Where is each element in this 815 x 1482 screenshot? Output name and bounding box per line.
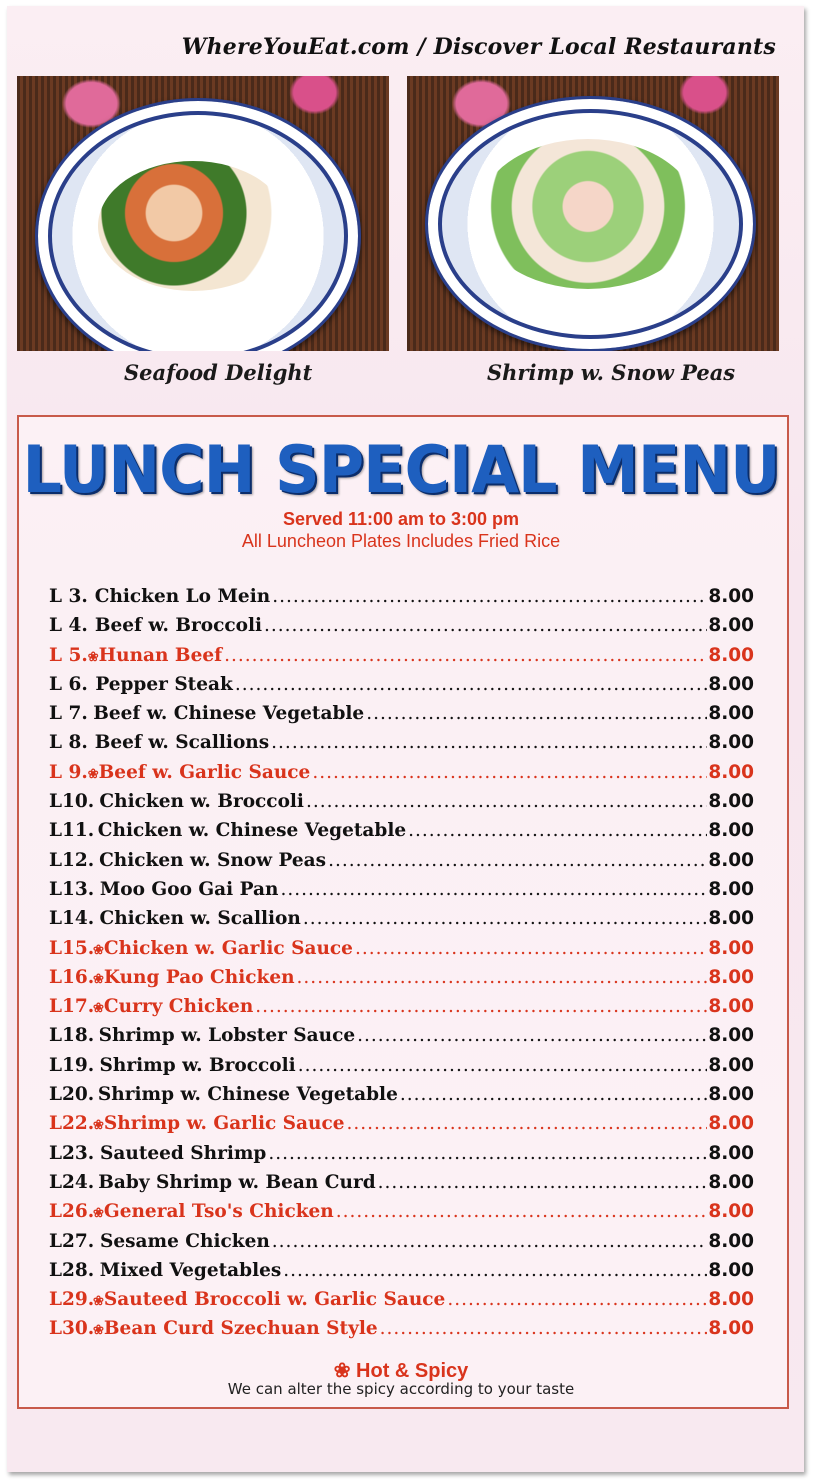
pepper-icon: ❀ bbox=[93, 1118, 104, 1134]
menu-item bbox=[49, 703, 754, 732]
item-price: 8.00 bbox=[708, 673, 754, 695]
item-name: Chicken w. Garlic Sauce bbox=[103, 937, 353, 959]
menu-item bbox=[49, 938, 754, 967]
dot-leader bbox=[400, 1084, 707, 1105]
menu-item bbox=[49, 879, 754, 908]
item-name: Kung Pao Chicken bbox=[103, 966, 295, 988]
item-code: L 3. bbox=[49, 586, 88, 607]
item-price: 8.00 bbox=[708, 1113, 754, 1135]
dot-leader bbox=[268, 1143, 707, 1164]
menu-item bbox=[49, 1084, 754, 1113]
menu-page bbox=[7, 6, 804, 1472]
dot-leader bbox=[298, 1055, 708, 1076]
menu-item bbox=[49, 645, 754, 674]
pepper-icon: ❀ bbox=[93, 1294, 104, 1310]
menu-item bbox=[49, 1260, 754, 1289]
photo-caption: Seafood Delight bbox=[124, 360, 313, 385]
dot-leader bbox=[224, 645, 707, 666]
item-code: L30. bbox=[49, 1318, 95, 1340]
item-name: Shrimp w. Lobster Sauce bbox=[98, 1025, 356, 1047]
item-name: Beef w. Broccoli bbox=[94, 615, 263, 637]
dot-leader bbox=[264, 615, 707, 636]
menu-item bbox=[49, 820, 754, 849]
item-price: 8.00 bbox=[708, 615, 754, 637]
item-price: 8.00 bbox=[708, 1025, 754, 1047]
item-name: Baby Shrimp w. Bean Curd bbox=[98, 1171, 376, 1193]
item-name: Sesame Chicken bbox=[99, 1230, 270, 1252]
dot-leader bbox=[336, 1201, 708, 1222]
menu-item bbox=[49, 908, 754, 937]
plate-image bbox=[425, 96, 756, 351]
item-price: 8.00 bbox=[708, 1230, 754, 1252]
menu-item bbox=[49, 732, 754, 761]
photo-shrimp-snow-peas bbox=[407, 76, 779, 351]
item-code: L23. bbox=[49, 1142, 95, 1164]
item-name: Beef w. Garlic Sauce bbox=[98, 761, 311, 783]
menu-item bbox=[49, 586, 754, 615]
item-price: 8.00 bbox=[708, 644, 754, 666]
item-code: L 6. bbox=[49, 673, 88, 695]
item-name: Moo Goo Gai Pan bbox=[99, 878, 279, 900]
dot-leader bbox=[357, 1025, 707, 1046]
dot-leader bbox=[272, 1231, 708, 1252]
menu-item bbox=[49, 967, 754, 996]
pepper-icon: ❀ bbox=[87, 649, 99, 665]
item-code: L29. bbox=[49, 1289, 95, 1311]
item-price: 8.00 bbox=[708, 1318, 754, 1340]
item-name: Beef w. Chinese Vegetable bbox=[93, 703, 365, 725]
dot-leader bbox=[378, 1172, 708, 1193]
item-price: 8.00 bbox=[708, 1171, 754, 1193]
pepper-icon: ❀ bbox=[87, 766, 99, 782]
item-price: 8.00 bbox=[708, 996, 754, 1018]
pepper-icon: ❀ bbox=[93, 1323, 104, 1339]
item-code: L 4. bbox=[49, 615, 88, 637]
item-price: 8.00 bbox=[708, 791, 754, 813]
spicy-legend-label: Hot & Spicy bbox=[356, 1360, 469, 1382]
item-price: 8.00 bbox=[708, 1084, 754, 1106]
item-code: L16. bbox=[49, 966, 95, 988]
item-name: Sauteed Shrimp bbox=[100, 1142, 267, 1164]
item-name: Beef w. Scallions bbox=[94, 732, 270, 754]
item-price: 8.00 bbox=[708, 586, 754, 607]
dot-leader bbox=[380, 1318, 708, 1339]
item-name: General Tso's Chicken bbox=[103, 1201, 334, 1223]
photo-caption: Shrimp w. Snow Peas bbox=[487, 360, 736, 385]
dot-leader bbox=[255, 996, 707, 1017]
item-code: L20. bbox=[49, 1084, 95, 1106]
item-name: Chicken w. Broccoli bbox=[99, 791, 304, 813]
item-code: L14. bbox=[49, 908, 95, 930]
item-price: 8.00 bbox=[708, 703, 754, 725]
photo-seafood-delight bbox=[17, 76, 389, 351]
menu-item bbox=[49, 1289, 754, 1318]
item-price: 8.00 bbox=[708, 732, 754, 754]
dot-leader bbox=[303, 908, 707, 929]
item-name: Mixed Vegetables bbox=[99, 1259, 282, 1281]
pepper-icon: ❀ bbox=[93, 971, 104, 987]
item-name: Chicken w. Chinese Vegetable bbox=[97, 820, 407, 842]
dot-leader bbox=[408, 820, 707, 841]
dot-leader bbox=[271, 732, 707, 753]
menu-item bbox=[49, 762, 754, 791]
item-price: 8.00 bbox=[708, 1142, 754, 1164]
item-name: Sauteed Broccoli w. Garlic Sauce bbox=[103, 1289, 446, 1311]
item-name: Chicken Lo Mein bbox=[94, 586, 271, 607]
menu-item bbox=[49, 1055, 754, 1084]
menu-item bbox=[49, 1231, 754, 1260]
dot-leader bbox=[306, 791, 707, 812]
served-hours: Served 11:00 am to 3:00 pm bbox=[282, 509, 520, 529]
item-price: 8.00 bbox=[708, 937, 754, 959]
pepper-icon: ❀ bbox=[93, 1001, 104, 1017]
item-name: Chicken w. Scallion bbox=[99, 908, 301, 930]
item-code: L27. bbox=[49, 1230, 95, 1252]
item-price: 8.00 bbox=[708, 908, 754, 930]
menu-item-list bbox=[49, 586, 754, 1348]
dot-leader bbox=[283, 1260, 707, 1281]
pepper-icon: ❀ bbox=[333, 1360, 351, 1382]
item-code: L 7. bbox=[49, 703, 88, 725]
item-code: L13. bbox=[49, 878, 95, 900]
dot-leader bbox=[355, 938, 707, 959]
item-price: 8.00 bbox=[708, 761, 754, 783]
item-price: 8.00 bbox=[708, 966, 754, 988]
item-name: Pepper Steak bbox=[95, 673, 233, 695]
item-price: 8.00 bbox=[708, 1054, 754, 1076]
item-code: L22. bbox=[49, 1113, 95, 1135]
includes-note: All Luncheon Plates Includes Fried Rice bbox=[241, 531, 561, 551]
item-code: L10. bbox=[49, 791, 95, 813]
menu-item bbox=[49, 1201, 754, 1230]
item-price: 8.00 bbox=[708, 878, 754, 900]
menu-item bbox=[49, 674, 754, 703]
menu-title: LUNCH SPECIAL MENU bbox=[22, 431, 780, 508]
item-price: 8.00 bbox=[708, 1201, 754, 1223]
item-code: L 5. bbox=[49, 644, 88, 666]
item-price: 8.00 bbox=[708, 820, 754, 842]
menu-item bbox=[49, 1025, 754, 1054]
item-price: 8.00 bbox=[708, 1259, 754, 1281]
menu-item bbox=[49, 1172, 754, 1201]
item-code: L 9. bbox=[49, 761, 88, 783]
dot-leader bbox=[312, 762, 707, 783]
item-name: Bean Curd Szechuan Style bbox=[103, 1318, 378, 1340]
dot-leader bbox=[297, 967, 708, 988]
dot-leader bbox=[447, 1289, 707, 1310]
dot-leader bbox=[366, 703, 707, 724]
dot-leader bbox=[328, 850, 707, 871]
item-name: Shrimp w. Garlic Sauce bbox=[103, 1113, 345, 1135]
spicy-note: We can alter the spicy according to your taste bbox=[227, 1380, 575, 1398]
item-code: L24. bbox=[49, 1171, 95, 1193]
item-code: L11. bbox=[49, 820, 95, 842]
menu-item bbox=[49, 996, 754, 1025]
item-code: L12. bbox=[49, 849, 95, 871]
menu-item bbox=[49, 850, 754, 879]
dot-leader bbox=[347, 1113, 708, 1134]
item-price: 8.00 bbox=[708, 849, 754, 871]
menu-item bbox=[49, 1113, 754, 1142]
dot-leader bbox=[280, 879, 707, 900]
menu-item bbox=[49, 1143, 754, 1172]
item-code: L15. bbox=[49, 937, 95, 959]
item-code: L18. bbox=[49, 1025, 95, 1047]
item-code: L19. bbox=[49, 1054, 95, 1076]
item-code: L26. bbox=[49, 1201, 95, 1223]
plate-image bbox=[35, 98, 361, 351]
dot-leader bbox=[235, 674, 708, 695]
menu-item bbox=[49, 791, 754, 820]
item-code: L 8. bbox=[49, 732, 88, 754]
item-name: Hunan Beef bbox=[98, 644, 223, 666]
item-name: Shrimp w. Chinese Vegetable bbox=[97, 1084, 398, 1106]
item-name: Chicken w. Snow Peas bbox=[99, 849, 327, 871]
item-code: L17. bbox=[49, 996, 95, 1018]
dot-leader bbox=[272, 586, 707, 607]
item-price: 8.00 bbox=[708, 1289, 754, 1311]
item-code: L28. bbox=[49, 1259, 95, 1281]
site-watermark: WhereYouEat.com / Discover Local Restaurants bbox=[181, 34, 776, 60]
item-name: Curry Chicken bbox=[103, 996, 254, 1018]
menu-item bbox=[49, 1318, 754, 1347]
pepper-icon: ❀ bbox=[93, 942, 104, 958]
item-name: Shrimp w. Broccoli bbox=[99, 1054, 296, 1076]
menu-item bbox=[49, 615, 754, 644]
pepper-icon: ❀ bbox=[93, 1206, 104, 1222]
